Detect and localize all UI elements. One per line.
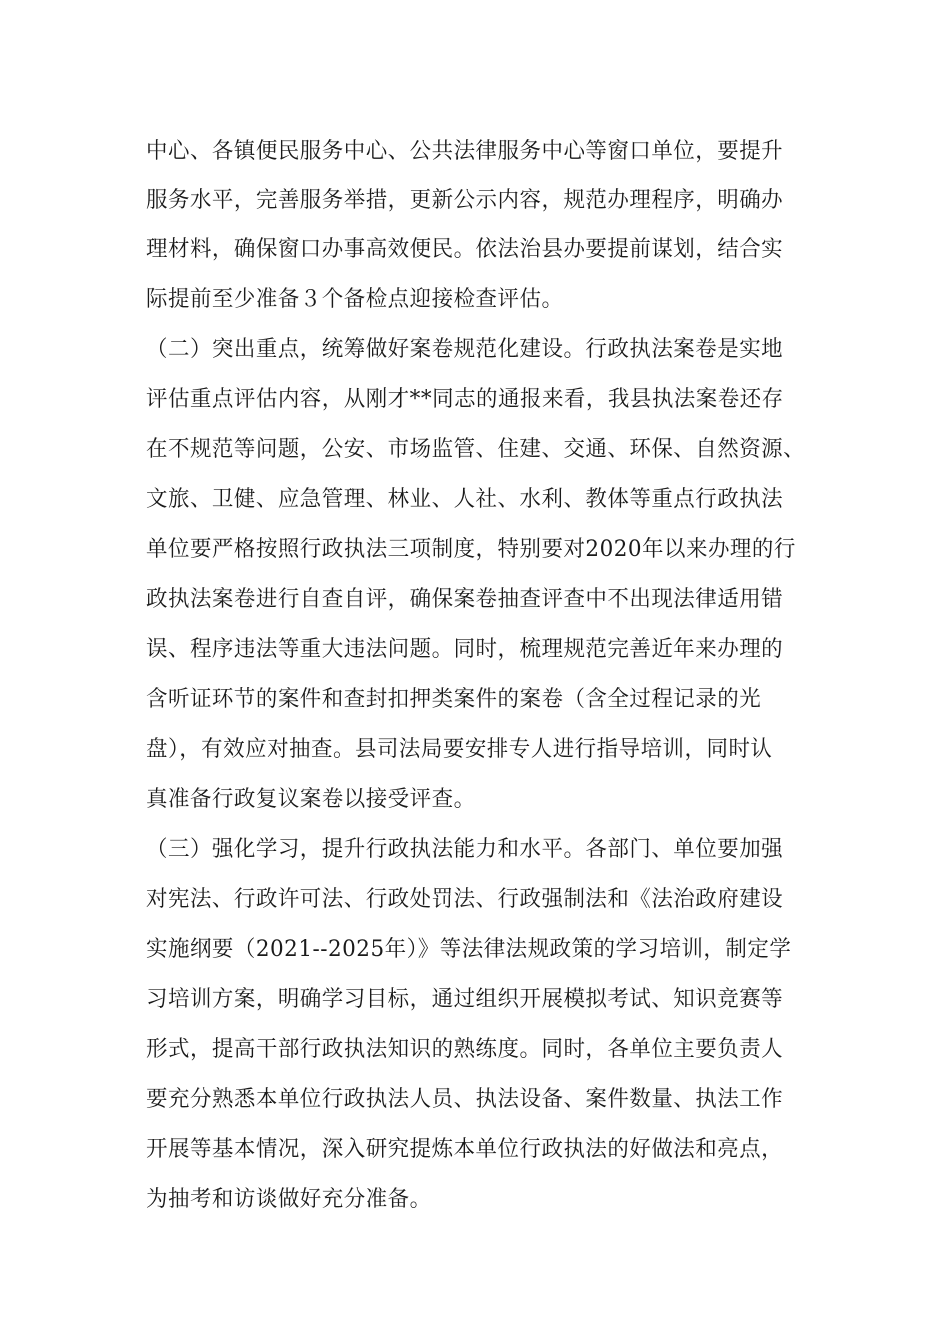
text-line: 政执法案卷进行自查自评，确保案卷抽查评查中不出现法律适用错 [146,587,784,612]
text-line: 单位要严格按照行政执法三项制度，特别要对2020年以来办理的行 [146,537,796,562]
text-line: 服务水平，完善服务举措，更新公示内容，规范办理程序，明确办 [146,188,784,213]
text-line: 含听证环节的案件和查封扣押类案件的案卷（含全过程记录的光 [146,687,762,712]
text-line: 形式，提高干部行政执法知识的熟练度。同时，各单位主要负责人 [146,1037,784,1062]
text-line: （三）强化学习，提升行政执法能力和水平。各部门、单位要加强 [146,837,784,862]
text-line: 为抽考和访谈做好充分准备。 [146,1187,432,1212]
text-line: （二）突出重点，统筹做好案卷规范化建设。行政执法案卷是实地 [146,337,784,362]
text-line: 真准备行政复议案卷以接受评查。 [146,787,476,812]
text-line: 对宪法、行政许可法、行政处罚法、行政强制法和《法治政府建设 [146,887,784,912]
text-line: 在不规范等问题，公安、市场监管、住建、交通、环保、自然资源、 [146,437,806,462]
text-line: 开展等基本情况，深入研究提炼本单位行政执法的好做法和亮点， [146,1137,784,1162]
text-line: 实施纲要（2021--2025年）》等法律法规政策的学习培训，制定学 [146,937,792,962]
text-line: 中心、各镇便民服务中心、公共法律服务中心等窗口单位，要提升 [146,139,784,164]
text-line: 要充分熟悉本单位行政执法人员、执法设备、案件数量、执法工作 [146,1087,784,1112]
text-line: 误、程序违法等重大违法问题。同时，梳理规范完善近年来办理的 [146,637,784,662]
text-line: 习培训方案，明确学习目标，通过组织开展模拟考试、知识竞赛等 [146,987,784,1012]
text-line: 际提前至少准备３个备检点迎接检查评估。 [146,287,564,312]
text-line: 理材料，确保窗口办事高效便民。依法治县办要提前谋划，结合实 [146,237,784,262]
text-line: 评估重点评估内容，从刚才**同志的通报来看，我县执法案卷还存 [146,387,784,412]
text-line: 文旅、卫健、应急管理、林业、人社、水利、教体等重点行政执法 [146,487,784,512]
text-line: 盘），有效应对抽查。县司法局要安排专人进行指导培训，同时认 [146,737,773,762]
